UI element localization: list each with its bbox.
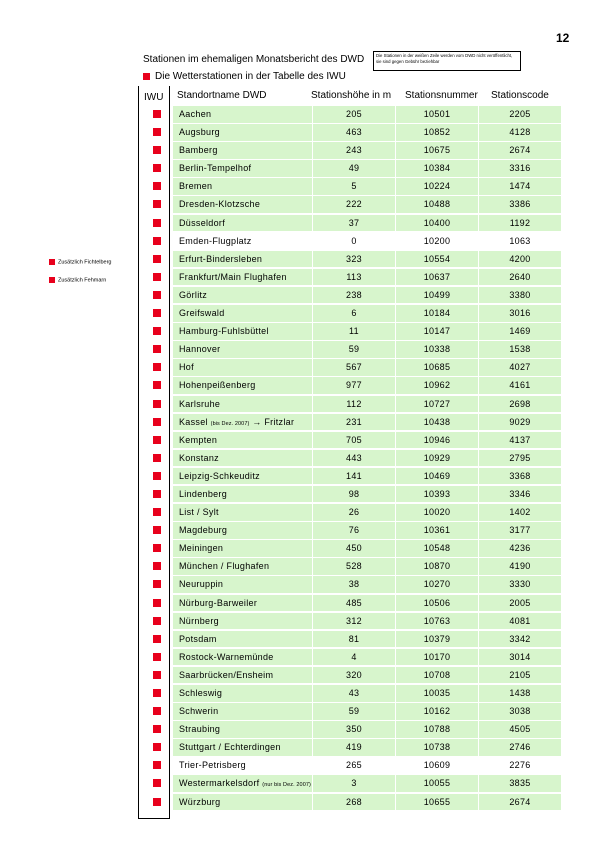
cell-code: 3342 — [479, 631, 561, 648]
cell-code: 4081 — [479, 613, 561, 630]
red-square-icon — [153, 472, 161, 480]
cell-number: 10506 — [396, 595, 478, 612]
red-square-icon — [153, 110, 161, 118]
red-square-icon — [153, 345, 161, 353]
callout-fehmarn: Zusätzlich Fehmarn — [49, 277, 139, 284]
cell-code: 3386 — [479, 196, 561, 213]
station-table — [173, 105, 561, 811]
station-name: Würzburg — [179, 796, 221, 807]
column-header-number: Stationsnummer — [405, 90, 478, 101]
table-row — [173, 467, 561, 485]
cell-name — [173, 558, 312, 575]
table-row — [173, 612, 561, 630]
cell-code: 2674 — [479, 142, 561, 159]
cell-height: 977 — [313, 377, 395, 394]
cell-code: 4137 — [479, 432, 561, 449]
station-name: Frankfurt/Main Flughafen — [179, 271, 287, 282]
cell-number: 10763 — [396, 613, 478, 630]
station-name: Berlin-Tempelhof — [179, 163, 252, 174]
table-row — [173, 286, 561, 304]
red-square-icon — [153, 798, 161, 806]
red-square-icon — [153, 146, 161, 154]
cell-number: 10870 — [396, 558, 478, 575]
red-square-icon — [153, 219, 161, 227]
cell-height: 205 — [313, 106, 395, 123]
station-name: Bamberg — [179, 145, 218, 156]
cell-number: 10962 — [396, 377, 478, 394]
cell-name — [173, 142, 312, 159]
red-square-icon — [153, 400, 161, 408]
cell-name — [173, 160, 312, 177]
cell-name — [173, 576, 312, 593]
red-square-icon — [153, 309, 161, 317]
table-row — [173, 702, 561, 720]
cell-height: 443 — [313, 450, 395, 467]
cell-code: 3014 — [479, 649, 561, 666]
red-square-icon — [153, 508, 161, 516]
table-row — [173, 105, 561, 123]
station-name: Kassel — [179, 416, 208, 427]
cell-number: 10338 — [396, 341, 478, 358]
table-row — [173, 376, 561, 394]
callout-fichtelberg: Zusätzlich Fichtelberg — [49, 259, 139, 266]
cell-name — [173, 757, 312, 774]
cell-number: 10655 — [396, 794, 478, 811]
red-square-icon — [153, 273, 161, 281]
cell-number: 10469 — [396, 468, 478, 485]
table-row — [173, 738, 561, 756]
station-name: Schwerin — [179, 706, 219, 717]
station-name: Düsseldorf — [179, 217, 226, 228]
section-title — [143, 71, 346, 82]
cell-number: 10852 — [396, 124, 478, 141]
table-row — [173, 214, 561, 232]
station-name: Hamburg-Fuhlsbüttel — [179, 326, 269, 337]
cell-code: 1469 — [479, 323, 561, 340]
cell-height: 43 — [313, 685, 395, 702]
cell-code: 2640 — [479, 269, 561, 286]
cell-name — [173, 124, 312, 141]
cell-number: 10384 — [396, 160, 478, 177]
red-square-icon — [153, 381, 161, 389]
cell-name — [173, 359, 312, 376]
table-row — [173, 539, 561, 557]
red-square-icon — [143, 73, 150, 80]
cell-name — [173, 432, 312, 449]
cell-number: 10727 — [396, 396, 478, 413]
cell-height: 81 — [313, 631, 395, 648]
cell-number: 10379 — [396, 631, 478, 648]
cell-name — [173, 377, 312, 394]
cell-code: 4190 — [479, 558, 561, 575]
cell-height: 98 — [313, 486, 395, 503]
cell-name — [173, 540, 312, 557]
cell-number: 10788 — [396, 721, 478, 738]
cell-code: 1402 — [479, 504, 561, 521]
cell-height: 76 — [313, 522, 395, 539]
cell-number: 10488 — [396, 196, 478, 213]
cell-code: 1192 — [479, 215, 561, 232]
table-row — [173, 340, 561, 358]
cell-height: 567 — [313, 359, 395, 376]
cell-height: 49 — [313, 160, 395, 177]
cell-height: 528 — [313, 558, 395, 575]
red-square-icon — [153, 689, 161, 697]
station-name: Hohenpeißenberg — [179, 380, 256, 391]
cell-code: 3316 — [479, 160, 561, 177]
cell-name — [173, 667, 312, 684]
page-title: Stationen im ehemaligen Monatsbericht des DWD — [143, 54, 365, 65]
red-square-icon — [153, 526, 161, 534]
cell-number: 10035 — [396, 685, 478, 702]
cell-number: 10548 — [396, 540, 478, 557]
cell-height: 3 — [313, 775, 395, 792]
cell-name — [173, 178, 312, 195]
red-square-icon — [153, 617, 161, 625]
station-name: Straubing — [179, 724, 221, 735]
cell-name — [173, 305, 312, 322]
cell-code: 3835 — [479, 775, 561, 792]
cell-height: 112 — [313, 396, 395, 413]
cell-height: 350 — [313, 721, 395, 738]
table-row — [173, 322, 561, 340]
cell-height: 38 — [313, 576, 395, 593]
red-square-icon — [153, 544, 161, 552]
cell-name — [173, 703, 312, 720]
cell-number: 10609 — [423, 760, 451, 771]
red-square-icon — [153, 653, 161, 661]
cell-code: 3346 — [479, 486, 561, 503]
note-box: Die Stationen in der weißen Zeile werden vom DWD nicht veröffentlicht, sie sind gegen Gebühr beziehbar — [373, 51, 521, 71]
column-header-code: Stationscode — [491, 90, 549, 101]
station-name: Hof — [179, 362, 194, 373]
cell-height: 265 — [346, 760, 362, 771]
cell-name — [173, 215, 312, 232]
cell-code: 1063 — [509, 235, 531, 246]
cell-code: 3038 — [479, 703, 561, 720]
cell-code: 4027 — [479, 359, 561, 376]
cell-height: 11 — [313, 323, 395, 340]
cell-name — [173, 721, 312, 738]
cell-number: 10438 — [396, 414, 478, 431]
cell-name — [173, 287, 312, 304]
red-square-icon — [153, 164, 161, 172]
station-name: Stuttgart / Echterdingen — [179, 742, 281, 753]
station-name: Westermarkelsdorf — [179, 778, 260, 789]
table-row — [173, 684, 561, 702]
station-name: List / Sylt — [179, 507, 219, 518]
red-square-icon — [153, 725, 161, 733]
cell-code: 4505 — [479, 721, 561, 738]
table-row — [173, 793, 561, 811]
station-name: Augsburg — [179, 127, 220, 138]
table-row — [173, 648, 561, 666]
cell-code: 2205 — [479, 106, 561, 123]
table-row — [173, 557, 561, 575]
red-square-icon — [153, 128, 161, 136]
red-square-icon — [153, 490, 161, 498]
cell-code: 9029 — [479, 414, 561, 431]
cell-number: 10393 — [396, 486, 478, 503]
cell-height: 705 — [313, 432, 395, 449]
cell-code: 2698 — [479, 396, 561, 413]
cell-number: 10685 — [396, 359, 478, 376]
red-square-icon — [153, 779, 161, 787]
cell-number: 10499 — [396, 287, 478, 304]
red-square-icon — [153, 291, 161, 299]
red-square-icon — [153, 255, 161, 263]
cell-number: 10501 — [396, 106, 478, 123]
cell-code: 1438 — [479, 685, 561, 702]
column-header-height: Stationshöhe in m — [311, 90, 392, 101]
cell-number: 10675 — [396, 142, 478, 159]
table-row — [173, 666, 561, 684]
section-title-text: Die Wetterstationen in der Tabelle des IWU — [155, 71, 346, 82]
cell-number: 10400 — [396, 215, 478, 232]
red-square-icon — [153, 237, 161, 245]
station-name: Dresden-Klotzsche — [179, 199, 261, 210]
table-row — [173, 413, 561, 431]
cell-code: 3016 — [479, 305, 561, 322]
table-row — [173, 449, 561, 467]
table-row — [173, 177, 561, 195]
cell-height: 312 — [313, 613, 395, 630]
cell-number: 10200 — [423, 235, 451, 246]
cell-number: 10184 — [396, 305, 478, 322]
table-row — [173, 232, 561, 250]
cell-code: 2105 — [479, 667, 561, 684]
table-row — [173, 756, 561, 774]
red-square-icon — [153, 200, 161, 208]
cell-height: 320 — [313, 667, 395, 684]
station-name: Lindenberg — [179, 488, 228, 499]
station-name: Emden-Flugplatz — [179, 235, 252, 246]
cell-height: 26 — [313, 504, 395, 521]
cell-name — [173, 468, 312, 485]
table-row — [173, 268, 561, 286]
red-square-icon — [153, 707, 161, 715]
cell-code: 4200 — [479, 251, 561, 268]
station-name: Görlitz — [179, 289, 208, 300]
station-name: Magdeburg — [179, 525, 228, 536]
station-name: Aachen — [179, 109, 212, 119]
cell-number: 10162 — [396, 703, 478, 720]
table-row — [173, 575, 561, 593]
cell-height: 0 — [351, 235, 357, 246]
cell-height: 463 — [313, 124, 395, 141]
red-square-icon — [153, 761, 161, 769]
cell-code: 4236 — [479, 540, 561, 557]
cell-height: 268 — [313, 794, 395, 811]
cell-name — [173, 595, 312, 612]
station-name: Hannover — [179, 344, 221, 355]
red-square-icon — [153, 635, 161, 643]
red-square-icon — [153, 418, 161, 426]
cell-height: 4 — [313, 649, 395, 666]
cell-number: 10946 — [396, 432, 478, 449]
cell-code: 2674 — [479, 794, 561, 811]
table-row — [173, 594, 561, 612]
cell-name — [173, 613, 312, 630]
cell-number: 10929 — [396, 450, 478, 467]
cell-number: 10738 — [396, 739, 478, 756]
red-square-icon — [153, 436, 161, 444]
station-name: Erfurt-Bindersleben — [179, 253, 263, 264]
cell-name — [173, 450, 312, 467]
table-row — [173, 304, 561, 322]
table-row — [173, 485, 561, 503]
cell-code: 2005 — [479, 595, 561, 612]
red-square-icon — [153, 363, 161, 371]
station-name: Trier-Petrisberg — [179, 760, 246, 771]
cell-number: 10147 — [396, 323, 478, 340]
red-square-icon — [153, 562, 161, 570]
red-square-icon — [153, 182, 161, 190]
red-square-icon — [153, 743, 161, 751]
cell-name — [173, 794, 312, 811]
station-name: Saarbrücken/Ensheim — [179, 669, 274, 680]
table-row — [173, 141, 561, 159]
table-row — [173, 358, 561, 376]
red-square-icon — [153, 327, 161, 335]
cell-name — [173, 396, 312, 413]
cell-number: 10270 — [396, 576, 478, 593]
cell-number: 10637 — [396, 269, 478, 286]
cell-height: 450 — [313, 540, 395, 557]
cell-code: 1474 — [479, 178, 561, 195]
cell-height: 59 — [313, 703, 395, 720]
cell-number: 10170 — [396, 649, 478, 666]
cell-code: 2795 — [479, 450, 561, 467]
table-row — [173, 720, 561, 738]
cell-code: 4128 — [479, 124, 561, 141]
cell-name — [173, 251, 312, 268]
station-name: Rostock-Warnemünde — [179, 651, 274, 662]
cell-name — [173, 233, 312, 250]
station-name: Kempten — [179, 434, 218, 445]
cell-code: 2746 — [479, 739, 561, 756]
cell-height: 59 — [313, 341, 395, 358]
table-row — [173, 195, 561, 213]
cell-name — [173, 323, 312, 340]
station-successor: → Fritzlar — [249, 416, 295, 427]
cell-name — [173, 341, 312, 358]
table-row — [173, 395, 561, 413]
cell-name — [173, 504, 312, 521]
red-square-icon — [153, 580, 161, 588]
column-header-iwu: IWU — [144, 92, 164, 103]
cell-code: 2276 — [509, 760, 531, 771]
cell-number: 10361 — [396, 522, 478, 539]
cell-number: 10224 — [396, 178, 478, 195]
cell-height: 419 — [313, 739, 395, 756]
station-name: Leipzig-Schkeuditz — [179, 470, 260, 481]
station-name: Konstanz — [179, 452, 219, 463]
cell-name — [173, 649, 312, 666]
station-name: München / Flughafen — [179, 561, 270, 572]
station-name: Meiningen — [179, 543, 224, 554]
cell-height: 243 — [313, 142, 395, 159]
cell-height: 323 — [313, 251, 395, 268]
cell-height: 5 — [313, 178, 395, 195]
station-name: Greifswald — [179, 308, 225, 319]
cell-height: 222 — [313, 196, 395, 213]
cell-name — [173, 685, 312, 702]
table-row — [173, 630, 561, 648]
cell-number: 10055 — [396, 775, 478, 792]
cell-name — [173, 106, 312, 123]
cell-code: 3330 — [479, 576, 561, 593]
red-square-icon — [153, 671, 161, 679]
cell-number: 10708 — [396, 667, 478, 684]
station-name: Neuruppin — [179, 579, 224, 590]
cell-name — [173, 269, 312, 286]
cell-code: 3380 — [479, 287, 561, 304]
red-square-icon — [49, 259, 55, 265]
column-header-name: Standortname DWD — [177, 90, 267, 101]
station-name: Nürnberg — [179, 615, 219, 626]
station-name: Nürburg-Barweiler — [179, 597, 258, 608]
cell-height: 231 — [313, 414, 395, 431]
cell-name — [173, 486, 312, 503]
cell-name — [173, 414, 312, 431]
cell-number: 10554 — [396, 251, 478, 268]
cell-name — [173, 196, 312, 213]
cell-code: 1538 — [479, 341, 561, 358]
table-row — [173, 774, 561, 792]
cell-name — [173, 522, 312, 539]
table-row — [173, 123, 561, 141]
cell-height: 113 — [313, 269, 395, 286]
cell-height: 238 — [313, 287, 395, 304]
cell-code: 3177 — [479, 522, 561, 539]
cell-height: 6 — [313, 305, 395, 322]
cell-code: 4161 — [479, 377, 561, 394]
cell-height: 141 — [313, 468, 395, 485]
station-name: Karlsruhe — [179, 398, 221, 409]
cell-name — [173, 739, 312, 756]
cell-name — [173, 775, 312, 792]
table-row — [173, 250, 561, 268]
station-name: Potsdam — [179, 633, 217, 644]
station-name: Schleswig — [179, 688, 223, 698]
red-square-icon — [153, 599, 161, 607]
table-row — [173, 159, 561, 177]
cell-name — [173, 631, 312, 648]
red-square-icon — [153, 454, 161, 462]
station-note: (bis Dez. 2007) — [210, 420, 250, 427]
station-note: (nur bis Dez. 2007) — [262, 782, 311, 789]
cell-number: 10020 — [396, 504, 478, 521]
station-name: Bremen — [179, 181, 213, 192]
table-row — [173, 521, 561, 539]
cell-height: 37 — [313, 215, 395, 232]
cell-code: 3368 — [479, 468, 561, 485]
page-number: 12 — [556, 31, 570, 45]
cell-height: 485 — [313, 595, 395, 612]
table-row — [173, 431, 561, 449]
red-square-icon — [49, 277, 55, 283]
table-row — [173, 503, 561, 521]
